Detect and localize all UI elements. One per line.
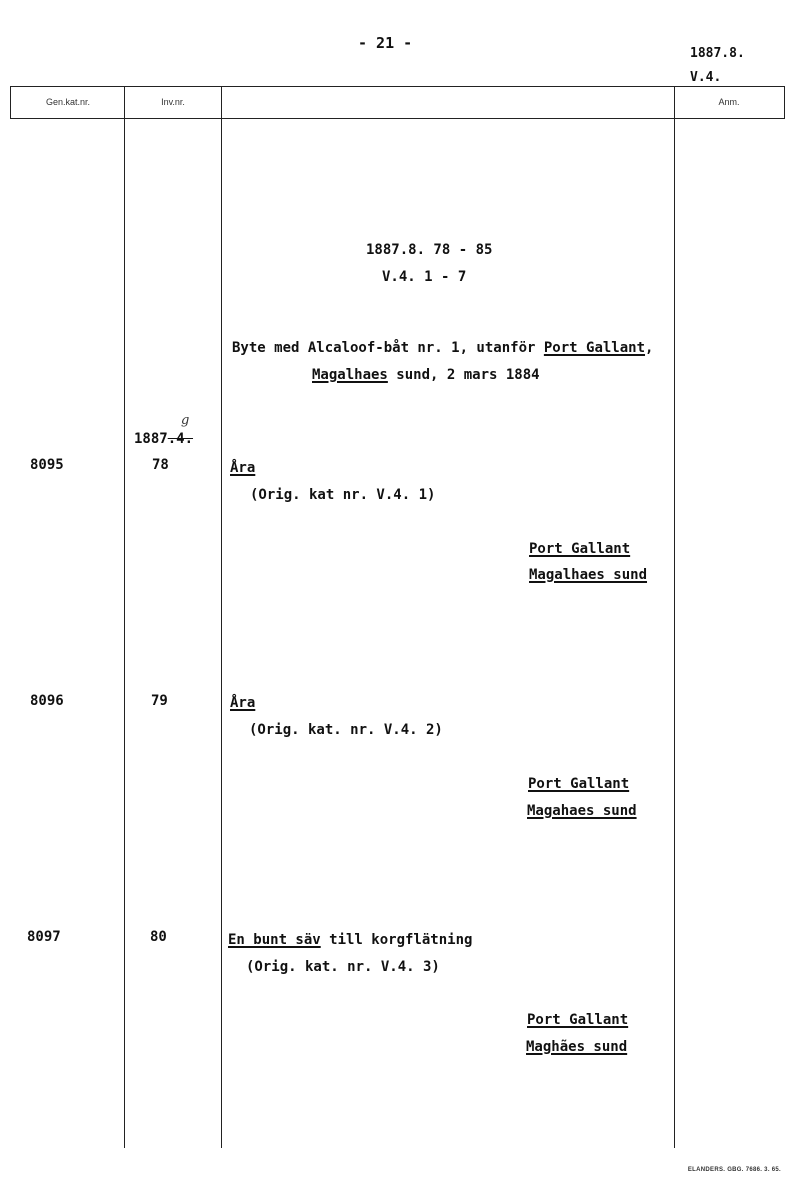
- acquisition-date: sund, 2 mars 1884: [387, 367, 540, 383]
- entry-place-line-1: Port Gallant: [529, 541, 631, 557]
- column-divider-2: [221, 86, 222, 1148]
- column-header-anm: Anm.: [718, 97, 740, 107]
- handwritten-correction: g: [181, 413, 190, 428]
- entry-place-line-1: Port Gallant: [527, 1012, 629, 1028]
- entry-title: En bunt säv: [228, 932, 321, 948]
- acquisition-strait: Magalhaes: [312, 367, 388, 383]
- page-number: - 21 -: [358, 34, 413, 52]
- corner-catalog-subref: V.4.: [690, 70, 722, 85]
- inv-prefix-main: 1887: [134, 431, 168, 447]
- entry-orig-ref: (Orig. kat. nr. V.4. 2): [249, 722, 443, 738]
- entry-title-line: [228, 932, 472, 948]
- header-bottom-rule: [10, 118, 785, 119]
- entry-orig-ref: (Orig. kat nr. V.4. 1): [250, 487, 436, 503]
- collection-range-1: 1887.8. 78 - 85: [366, 242, 493, 258]
- corner-catalog-ref: 1887.8.: [690, 46, 745, 61]
- entry-gen-kat-nr: 8096: [30, 693, 64, 709]
- table-top-rule: [10, 86, 785, 87]
- entry-gen-kat-nr: 8097: [27, 929, 61, 945]
- acquisition-line-1: Byte med Alcaloof-båt nr. 1, utanför Port Gallant,: [232, 340, 654, 356]
- right-border: [784, 86, 785, 118]
- column-divider-3: [674, 86, 675, 1148]
- entry-orig-ref: (Orig. kat. nr. V.4. 3): [246, 959, 440, 975]
- column-header-gen-kat-nr: Gen.kat.nr.: [45, 97, 91, 107]
- column-divider-1: [124, 86, 125, 1148]
- left-border: [10, 86, 11, 118]
- entry-place-line-2: Magahaes sund: [527, 803, 637, 819]
- entry-inv-nr: 80: [150, 929, 167, 945]
- entry-gen-kat-nr: 8095: [30, 457, 64, 473]
- inv-prefix-struck: .4.: [167, 431, 194, 447]
- acquisition-place: Port Gallant: [543, 340, 646, 356]
- acquisition-prefix: Byte med Alcaloof-båt nr. 1, utanför: [232, 340, 536, 356]
- inv-prefix: [134, 431, 193, 447]
- entry-title: Åra: [230, 695, 256, 711]
- entry-title: Åra: [230, 460, 256, 476]
- entry-place-line-1: Port Gallant: [528, 776, 630, 792]
- printer-footer: ELANDERS. GBG. 7686. 3. 65.: [687, 1167, 781, 1173]
- entry-inv-nr: 79: [151, 693, 168, 709]
- entry-title-rest: till korgflätning: [320, 932, 473, 948]
- acquisition-line-2: [312, 367, 540, 383]
- collection-range-2: V.4. 1 - 7: [382, 269, 467, 285]
- entry-place-line-2: Magalhaes sund: [529, 567, 648, 583]
- entry-inv-nr: 78: [152, 457, 169, 473]
- entry-place-line-2: Maghães sund: [526, 1039, 628, 1055]
- column-header-inv-nr: Inv.nr.: [161, 97, 185, 107]
